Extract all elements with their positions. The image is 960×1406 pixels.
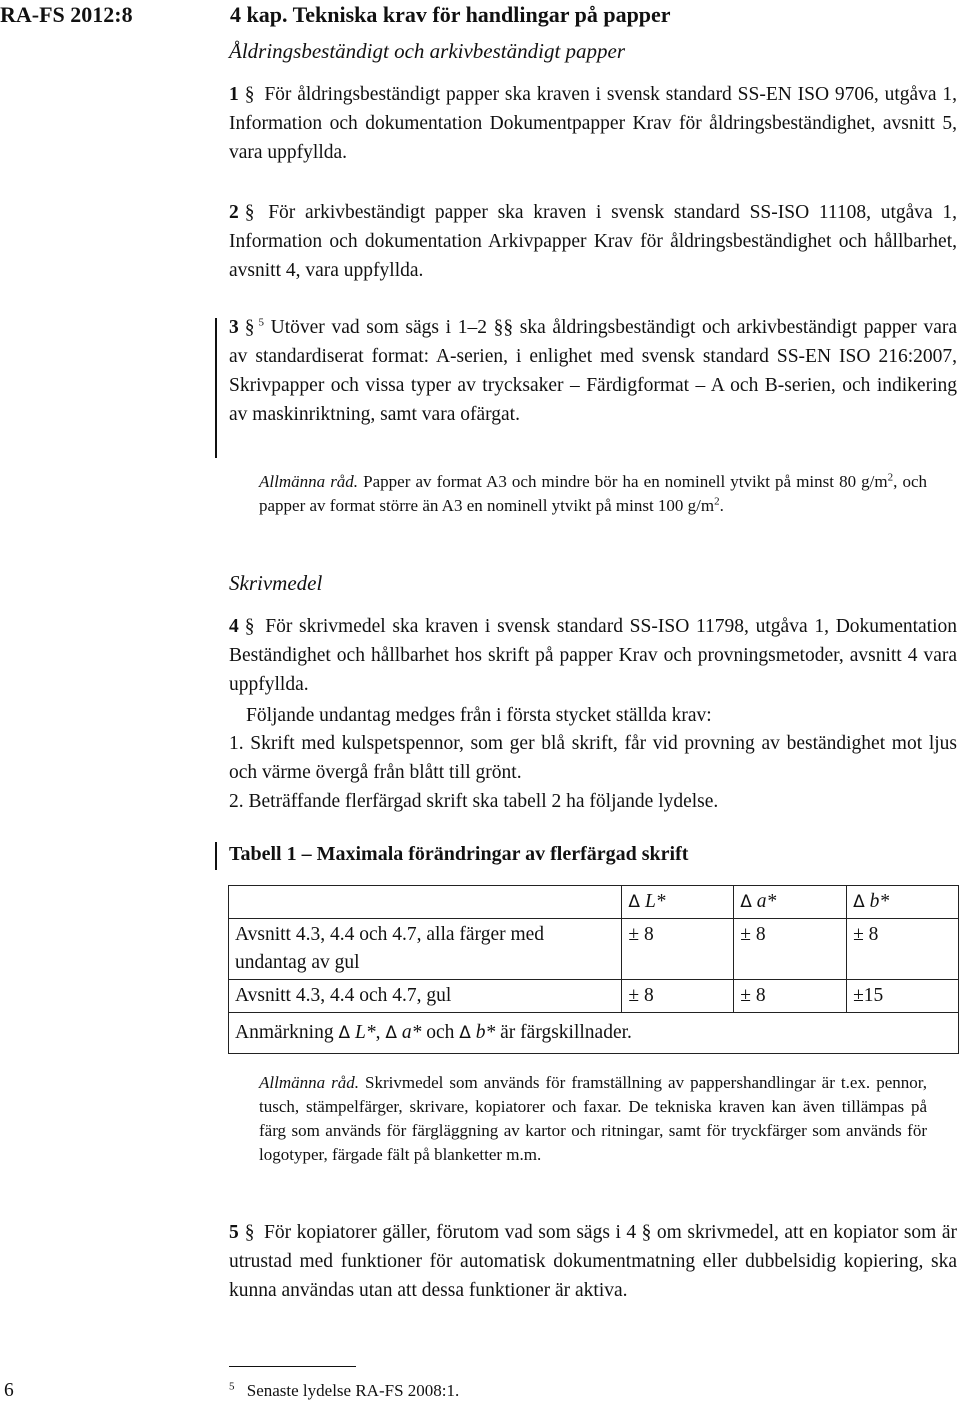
section-title-paper: Åldringsbeständigt och arkivbeständigt papper <box>229 39 626 63</box>
section-title-writing: Skrivmedel <box>229 571 323 595</box>
section-sign: § <box>244 1222 255 1243</box>
note-symbol: L* <box>354 1022 376 1043</box>
exception-1: 1. Skrift med kulspetspennor, som ger blå skrift, får vid provning av beständighet mot ljus och värme övergå från blått till grönt. <box>229 733 957 783</box>
table-cell: ± 8 <box>622 980 734 1013</box>
advice-lead: Allmänna råd. <box>259 472 359 491</box>
paragraph-number: 1 <box>229 84 239 105</box>
advice-text: Skrivmedel som används för framställning av pappershandlingar är t.ex. pennor, tusch, stämpelfärger, skrivare, kopiatorer och faxar. De tekniska kraven kan även tillämpas på färg som används för färgläggning av kartor och ritningar, samt för tryckfärger som används för logotyper, färgade fält på blanketter m.m. <box>259 1073 927 1164</box>
header-text: b* <box>869 891 890 912</box>
paragraph-text: För skrivmedel ska kraven i svensk standard SS-ISO 11798, utgåva 1, Dokumentation Beständighet och hållbarhet hos skrift på papper Krav och provningsmetoder, avsnitt 4 vara uppfyllda. <box>229 616 958 695</box>
advice-text: , och papper av format större än A3 en nominell ytvikt på minst 100 g/m <box>259 472 927 515</box>
footnote <box>229 1381 459 1401</box>
paragraph-number: 2 <box>229 202 239 223</box>
advice-text: Papper av format A3 och mindre bör ha en nominell ytvikt på minst 80 g/m <box>358 472 888 491</box>
change-bar <box>215 842 217 870</box>
delta-symbol: Δ <box>628 892 641 912</box>
advice-text: . <box>719 496 724 515</box>
section-sign: § <box>244 84 255 105</box>
table-cell: ± 8 <box>734 919 847 980</box>
paragraph-number: 4 <box>229 616 239 637</box>
advice-lead: Allmänna råd. <box>259 1073 359 1092</box>
note-sep: och <box>421 1022 455 1043</box>
note-prefix: Anmärkning <box>235 1022 334 1043</box>
table-header-l <box>622 886 734 919</box>
table-cell <box>229 886 622 919</box>
note-sep: , <box>375 1022 381 1043</box>
delta-symbol: Δ <box>459 1023 471 1043</box>
section-sign: § <box>244 616 255 637</box>
superscript: 2 <box>887 471 894 484</box>
delta-symbol: Δ <box>853 892 865 912</box>
footnote-ref: 5 <box>258 316 264 329</box>
exception-2: 2. Beträffande flerfärgad skrift ska tabell 2 ha följande lydelse. <box>229 791 719 812</box>
row-label: Avsnitt 4.3, 4.4 och 4.7, gul <box>229 980 622 1013</box>
table-header-row <box>229 886 959 919</box>
paragraph-number: 5 <box>229 1222 239 1243</box>
paragraph-text: För åldringsbeständigt papper ska kraven i svensk standard SS-EN ISO 9706, utgåva 1, Information och dokumentation Dokumentpapper Krav för åldringsbeständighet, avsnitt 5, vara uppfyllda. <box>229 84 957 163</box>
footnote-number: 5 <box>229 1380 235 1393</box>
paragraph-3 <box>229 313 957 429</box>
chapter-title: 4 kap. Tekniska krav för handlingar på papper <box>230 2 671 27</box>
note-symbol: a* <box>401 1022 422 1043</box>
paragraph-number: 3 <box>229 317 239 338</box>
header-text: L* <box>644 891 666 912</box>
header-text: a* <box>756 891 777 912</box>
note-suffix: är färgskillnader. <box>495 1022 632 1043</box>
table-row <box>229 980 959 1013</box>
paragraph-1 <box>229 80 957 167</box>
table-cell: ±15 <box>847 980 959 1013</box>
table-note <box>229 1013 959 1054</box>
note-symbol: b* <box>475 1022 496 1043</box>
table-row <box>229 919 959 980</box>
general-advice-2 <box>259 1071 927 1167</box>
delta-symbol: Δ <box>740 892 752 912</box>
section-sign: § <box>244 202 255 223</box>
exceptions-intro: Följande undantag medges från i första stycket ställda krav: <box>246 705 712 726</box>
paragraph-5 <box>229 1218 957 1305</box>
page-number: 6 <box>4 1380 14 1401</box>
paragraph-text: För kopiatorer gäller, förutom vad som sägs i 4 § om skrivmedel, att en kopiator som är utrustad med funktioner för automatisk dokumentmatning eller dubbelsidig kopiering, ska kunna användas utan att dessa funktioner är aktiva. <box>229 1222 958 1301</box>
row-label: Avsnitt 4.3, 4.4 och 4.7, alla färger med undantag av gul <box>229 919 622 980</box>
table-note-row <box>229 1013 959 1054</box>
section-sign: § <box>244 317 255 338</box>
delta-symbol: Δ <box>338 1023 351 1043</box>
table-cell: ± 8 <box>734 980 847 1013</box>
delta-symbol: Δ <box>385 1023 397 1043</box>
table-cell: ± 8 <box>847 919 959 980</box>
table-header-b <box>847 886 959 919</box>
paragraph-text: För arkivbeständigt papper ska kraven i svensk standard SS-ISO 11108, utgåva 1, Information och dokumentation Arkivpapper Krav för åldringsbeständighet och hållbarhet, avsnitt 4, vara uppfyllda. <box>229 202 958 281</box>
superscript: 2 <box>714 495 720 508</box>
color-change-table <box>228 885 959 1054</box>
footnote-rule <box>229 1366 356 1367</box>
paragraph-text: Utöver vad som sägs i 1–2 §§ ska åldringsbeständigt och arkivbeständigt papper vara av standardiserat format: A-serien, i enlighet med svensk standard SS-EN ISO 216:2007, Skrivpapper och vissa typer av trycksaker – Färdigformat – A och B-serien, och indikering av maskinriktning, samt vara ofärgat. <box>229 317 957 425</box>
change-bar <box>215 318 217 458</box>
table-header-a <box>734 886 847 919</box>
paragraph-2 <box>229 198 957 285</box>
paragraph-4 <box>229 612 957 699</box>
document-code: RA-FS 2012:8 <box>0 2 133 27</box>
footnote-text: Senaste lydelse RA-FS 2008:1. <box>246 1381 460 1400</box>
general-advice-1 <box>259 470 927 518</box>
table-cell: ± 8 <box>622 919 734 980</box>
table-caption: Tabell 1 – Maximala förändringar av flerfärgad skrift <box>229 843 689 865</box>
